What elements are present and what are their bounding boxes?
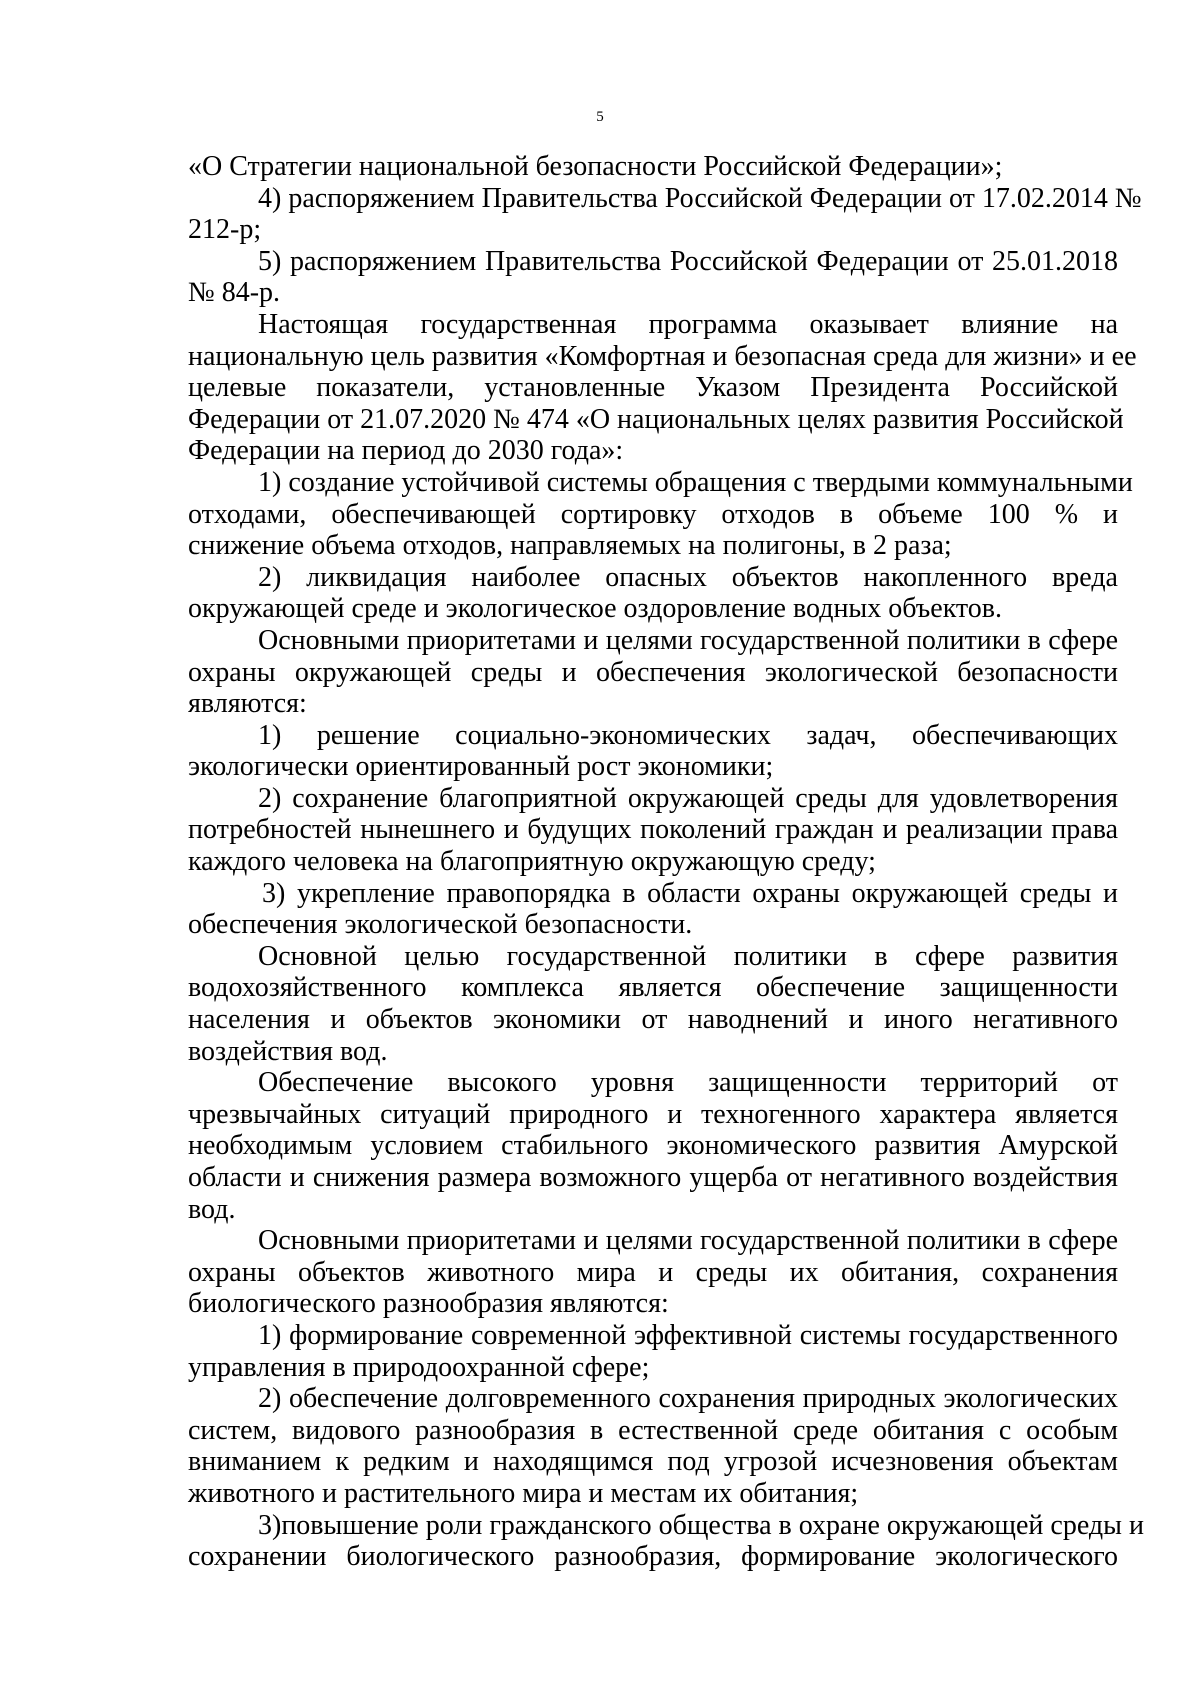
- text-line: охраны объектов животного мира и среды их обитания, сохранения: [188, 1256, 1118, 1288]
- text-line: Настоящая государственная программа оказывает влияние на: [258, 308, 1118, 340]
- text-line: каждого человека на благоприятную окружающую среду;: [188, 846, 876, 878]
- text-line: экологически ориентированный рост экономики;: [188, 751, 774, 783]
- text-line: 3)повышение роли гражданского общества в охране окружающей среды и: [258, 1509, 1144, 1541]
- page-number: 5: [596, 109, 604, 125]
- text-line: Основной целью государственной политики в сфере развития: [258, 940, 1118, 972]
- text-line: национальную цель развития «Комфортная и безопасная среда для жизни» и ее: [188, 340, 1137, 372]
- text-line: систем, видового разнообразия в естественной среде обитания с особым: [188, 1414, 1118, 1446]
- text-line: Федерации на период до 2030 года»:: [188, 435, 624, 467]
- text-line: обеспечения экологической безопасности.: [188, 909, 693, 941]
- text-line: населения и объектов экономики от наводнений и иного негативного: [188, 1004, 1118, 1036]
- text-line: Основными приоритетами и целями государственной политики в сфере: [258, 624, 1118, 656]
- text-line: 2) ликвидация наиболее опасных объектов накопленного вреда: [258, 561, 1118, 593]
- text-line: «О Стратегии национальной безопасности Российской Федерации»;: [188, 151, 1003, 182]
- text-line: отходами, обеспечивающей сортировку отходов в объеме 100 % и: [188, 498, 1118, 530]
- text-line: Основными приоритетами и целями государственной политики в сфере: [258, 1225, 1118, 1257]
- text-line: Федерации от 21.07.2020 № 474 «О национальных целях развития Российской: [188, 403, 1124, 435]
- text-line: воздействия вод.: [188, 1035, 388, 1067]
- document-body: [188, 151, 1144, 1573]
- text-line: чрезвычайных ситуаций природного и техногенного характера является: [188, 1098, 1118, 1130]
- text-line: 2) обеспечение долговременного сохранения природных экологических: [258, 1383, 1118, 1415]
- text-line: 5) распоряжением Правительства Российской Федерации от 25.01.2018: [258, 245, 1118, 277]
- text-line: сохранении биологического разнообразия, формирование экологического: [188, 1541, 1118, 1573]
- text-line: 3) укрепление правопорядка в области охраны окружающей среды и: [262, 877, 1118, 909]
- text-line: биологического разнообразия являются:: [188, 1288, 669, 1320]
- text-line: являются:: [188, 688, 307, 720]
- text-line: животного и растительного мира и местам их обитания;: [188, 1477, 859, 1509]
- text-line: области и снижения размера возможного ущерба от негативного воздействия: [188, 1162, 1118, 1193]
- text-line: № 84-р.: [188, 277, 281, 309]
- text-line: вниманием к редким и находящимся под угрозой исчезновения объектам: [188, 1446, 1118, 1478]
- text-line: окружающей среде и экологическое оздоровление водных объектов.: [188, 593, 1003, 625]
- text-line: 1) решение социально-экономических задач, обеспечивающих: [258, 719, 1118, 751]
- text-line: Обеспечение высокого уровня защищенности территорий от: [258, 1067, 1118, 1099]
- text-line: вод.: [188, 1193, 236, 1225]
- text-line: 1) создание устойчивой системы обращения с твердыми коммунальными: [258, 466, 1133, 498]
- text-line: охраны окружающей среды и обеспечения экологической безопасности: [188, 656, 1118, 688]
- text-line: 212-р;: [188, 214, 262, 246]
- text-line: 2) сохранение благоприятной окружающей среды для удовлетворения: [258, 782, 1118, 814]
- text-line: целевые показатели, установленные Указом Президента Российской: [188, 372, 1118, 404]
- text-line: управления в природоохранной сфере;: [188, 1351, 650, 1383]
- text-line: 1) формирование современной эффективной системы государственного: [258, 1319, 1118, 1351]
- text-line: снижение объема отходов, направляемых на полигоны, в 2 раза;: [188, 530, 952, 562]
- text-line: необходимым условием стабильного экономического развития Амурской: [188, 1130, 1118, 1162]
- text-line: 4) распоряжением Правительства Российской Федерации от 17.02.2014 №: [258, 182, 1142, 214]
- text-line: потребностей нынешнего и будущих поколений граждан и реализации права: [188, 814, 1118, 846]
- text-line: водохозяйственного комплекса является обеспечение защищенности: [188, 972, 1118, 1004]
